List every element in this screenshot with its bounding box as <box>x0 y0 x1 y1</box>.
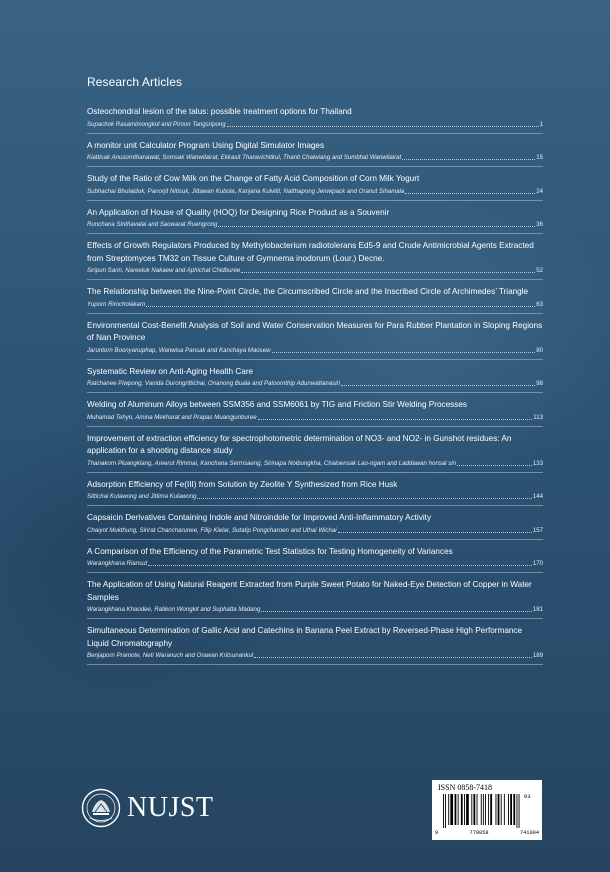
barcode-digit-group: 741004 <box>519 830 539 836</box>
article-title: The Application of Using Natural Reagent Extracted from Purple Sweet Potato for Naked-Eye Detection of Copper in Water Samples <box>87 580 532 602</box>
article-meta <box>87 651 543 660</box>
article-title: Environmental Cost-Benefit Analysis of Soil and Water Conservation Measures for Para Rubber Plantation in Sloping Regions of Nan Province <box>87 320 543 342</box>
university-seal-icon <box>81 788 121 828</box>
article-meta <box>87 266 543 275</box>
barcode-digit-group: 770858 <box>469 830 489 836</box>
dot-leader <box>241 271 535 273</box>
barcode-icon <box>442 794 534 828</box>
entry-divider <box>87 664 543 665</box>
article-page-number: 98 <box>536 380 543 387</box>
article-page-number: 189 <box>532 652 543 659</box>
article-meta <box>87 300 543 309</box>
entry-divider <box>87 233 543 234</box>
article-meta <box>87 559 543 568</box>
dot-leader <box>197 497 531 499</box>
entry-divider <box>87 359 543 360</box>
dot-leader <box>341 384 535 386</box>
article-page-number: 113 <box>533 413 543 421</box>
article-authors: Muhamad Tehyo, Amina Mekharat and Prapas Muangjunburee <box>87 413 257 421</box>
article-meta <box>87 379 543 388</box>
article-page-number: 133 <box>532 459 543 467</box>
toc-entry <box>87 207 543 235</box>
entry-divider <box>87 539 543 540</box>
article-authors: Supachok Rasamimongkol and Piroon Tangsripong <box>87 120 226 128</box>
article-authors: Benjaporn Pramote, Neti Waranuch and Orawan Kritsunankul <box>87 652 254 659</box>
journal-name: NUJST <box>127 792 214 823</box>
toc-entry <box>87 106 543 134</box>
section-title: Research Articles <box>87 75 183 89</box>
toc-entry <box>87 625 543 665</box>
article-authors: Ratchanee Piwpong, Vanida Durongrittichai, Onanong Buala and Patoornthip Adunwattanasiri <box>87 380 340 387</box>
article-page-number: 24 <box>536 187 543 195</box>
article-page-number: 181 <box>532 606 543 613</box>
article-page-number: 15 <box>536 154 543 161</box>
article-title: An Application of House of Quality (HOQ) for Designing Rice Product as a Souvenir <box>87 207 390 217</box>
toc-entry <box>87 140 543 168</box>
article-meta <box>87 492 543 501</box>
article-title: The Relationship between the Nine-Point Circle, the Circumscribed Circle and the Inscribed Circle of Archimedes’ Triangle <box>87 287 529 296</box>
article-title: Effects of Growth Regulators Produced by Methylobacterium radiotolerans Ed5-9 and Crude Antimicrobial Agents Extracted from Streptomyces TM32 on Tissue Culture of Gymnema inodorum (Lour.) Decne. <box>87 241 534 263</box>
article-title: Improvement of extraction efficiency for spectrophotometric determination of NO3- and NO2- in Gunshot residues: An application for a shooting distance study <box>87 433 512 455</box>
toc-entry <box>87 240 543 280</box>
article-meta <box>87 153 543 162</box>
dot-leader <box>146 305 535 307</box>
article-authors: Warangkhana Riansut <box>87 560 148 567</box>
entry-divider <box>87 166 543 167</box>
article-page-number: 36 <box>536 221 543 228</box>
article-title: Simultaneous Determination of Gallic Acid and Catechins in Banana Peel Extract by Reversed-Phase High Performance Liquid Chromatography <box>87 626 523 648</box>
article-title: Systematic Review on Anti-Aging Health Care <box>87 366 254 376</box>
article-title: Osteochondral lesion of the talus: possible treatment options for Thailand <box>87 107 352 116</box>
dot-leader <box>258 418 533 420</box>
toc-entry <box>87 366 543 394</box>
article-title: Capsaicin Derivatives Containing Indole and Nitroindole for Improved Anti-Inflammatory Activity <box>87 513 432 522</box>
article-title: A Comparison of the Efficiency of the Parametric Test Statistics for Testing Homogeneity of Variances <box>87 546 453 556</box>
dot-leader <box>338 531 532 533</box>
toc-entry <box>87 399 543 427</box>
article-authors: Runchana Sinthavalai and Saowarat Ruengrong <box>87 221 218 228</box>
toc-entry <box>87 433 543 473</box>
article-page-number: 170 <box>532 560 543 567</box>
barcode-digit-group: 9 <box>435 830 439 836</box>
article-authors: Sittichai Kulawong and Jittima Kulawong <box>87 493 197 500</box>
article-meta <box>87 120 543 129</box>
entry-divider <box>87 472 543 473</box>
entry-divider <box>87 133 543 134</box>
toc-entry <box>87 546 543 574</box>
article-page-number: 80 <box>536 346 543 354</box>
dot-leader <box>227 125 539 127</box>
dot-leader <box>272 351 536 353</box>
article-meta <box>87 459 543 468</box>
barcode-digits <box>435 830 539 836</box>
dot-leader <box>218 225 535 227</box>
dot-leader <box>254 656 532 658</box>
article-authors: Thanakorn Pluangklang, Areerut Rimmai, Kanchana Sermsaeng, Sirinapa Noibungkha, Chaloensak Lao-ngam and Laddawan honsal sin <box>87 459 457 467</box>
article-meta <box>87 605 543 614</box>
article-authors: Yuporn Rimcholakarn <box>87 300 146 308</box>
entry-divider <box>87 426 543 427</box>
dot-leader <box>405 192 535 194</box>
dot-leader <box>148 564 532 566</box>
article-authors: Siripun Sarin, Nareeluk Nakaew and Aphichat Chidburee <box>87 267 241 274</box>
article-meta <box>87 526 543 535</box>
issue-code: 03 <box>524 793 531 800</box>
entry-divider <box>87 572 543 573</box>
article-authors: Kiattisak Anusornthanawat, Somsak Wanwilairat, Ekkasit Tharavichitkul, Thanit Chaiwiang and Sumbhat Wanwilairat <box>87 154 402 161</box>
article-title: Welding of Aluminum Alloys between SSM356 and SSM6061 by TIG and Friction Stir Welding Processes <box>87 400 467 409</box>
toc-entry <box>87 320 543 360</box>
article-page-number: 63 <box>536 300 543 308</box>
article-meta <box>87 220 543 229</box>
article-title: Adsorption Efficiency of Fe(III) from Solution by Zeolite Y Synthesized from Rice Husk <box>87 479 398 489</box>
article-meta <box>87 187 543 196</box>
barcode-label <box>432 780 542 840</box>
article-authors: Chaiyot Mukthung, Sirirat Chancharunee, Filip Kielar, Sutatip Pongcharoen and Uthai Wichai <box>87 526 337 534</box>
article-meta <box>87 346 543 355</box>
dot-leader <box>261 610 531 612</box>
entry-divider <box>87 313 543 314</box>
entry-divider <box>87 505 543 506</box>
entry-divider <box>87 200 543 201</box>
article-page-number: 144 <box>532 493 543 500</box>
article-title: A monitor unit Calculator Program Using Digital Simulator Images <box>87 140 325 150</box>
entry-divider <box>87 392 543 393</box>
entry-divider <box>87 279 543 280</box>
toc-entry <box>87 579 543 619</box>
article-authors: Subhachai Bhulaidok, Panorjit Nitisuk, Jittawan Kubola, Kanjana Kulvitit, Natthapong Jenwipack and Oranut Sihamala <box>87 187 405 195</box>
article-authors: Warangkhana Khaodee, Ratikon Wongkit and Suphatta Madang <box>87 606 261 613</box>
article-page-number: 52 <box>536 267 543 274</box>
article-meta <box>87 413 543 422</box>
dot-leader <box>402 158 535 160</box>
article-title: Study of the Ratio of Cow Milk on the Change of Fatty Acid Composition of Corn Milk Yogurt <box>87 174 420 183</box>
toc-entry <box>87 479 543 507</box>
article-page-number: 1 <box>539 120 543 128</box>
entry-divider <box>87 618 543 619</box>
journal-logo <box>81 786 321 830</box>
toc-entry <box>87 512 543 540</box>
toc-entry <box>87 286 543 314</box>
article-page-number: 157 <box>532 526 543 534</box>
article-authors: Jaruntorn Boonyanuphap, Wanwisa Pansak and Kanchaya Maosew <box>87 346 271 354</box>
dot-leader <box>457 464 532 466</box>
toc-entry <box>87 173 543 201</box>
table-of-contents <box>87 106 543 671</box>
issn-number: ISSN 0858-7418 <box>438 783 493 792</box>
